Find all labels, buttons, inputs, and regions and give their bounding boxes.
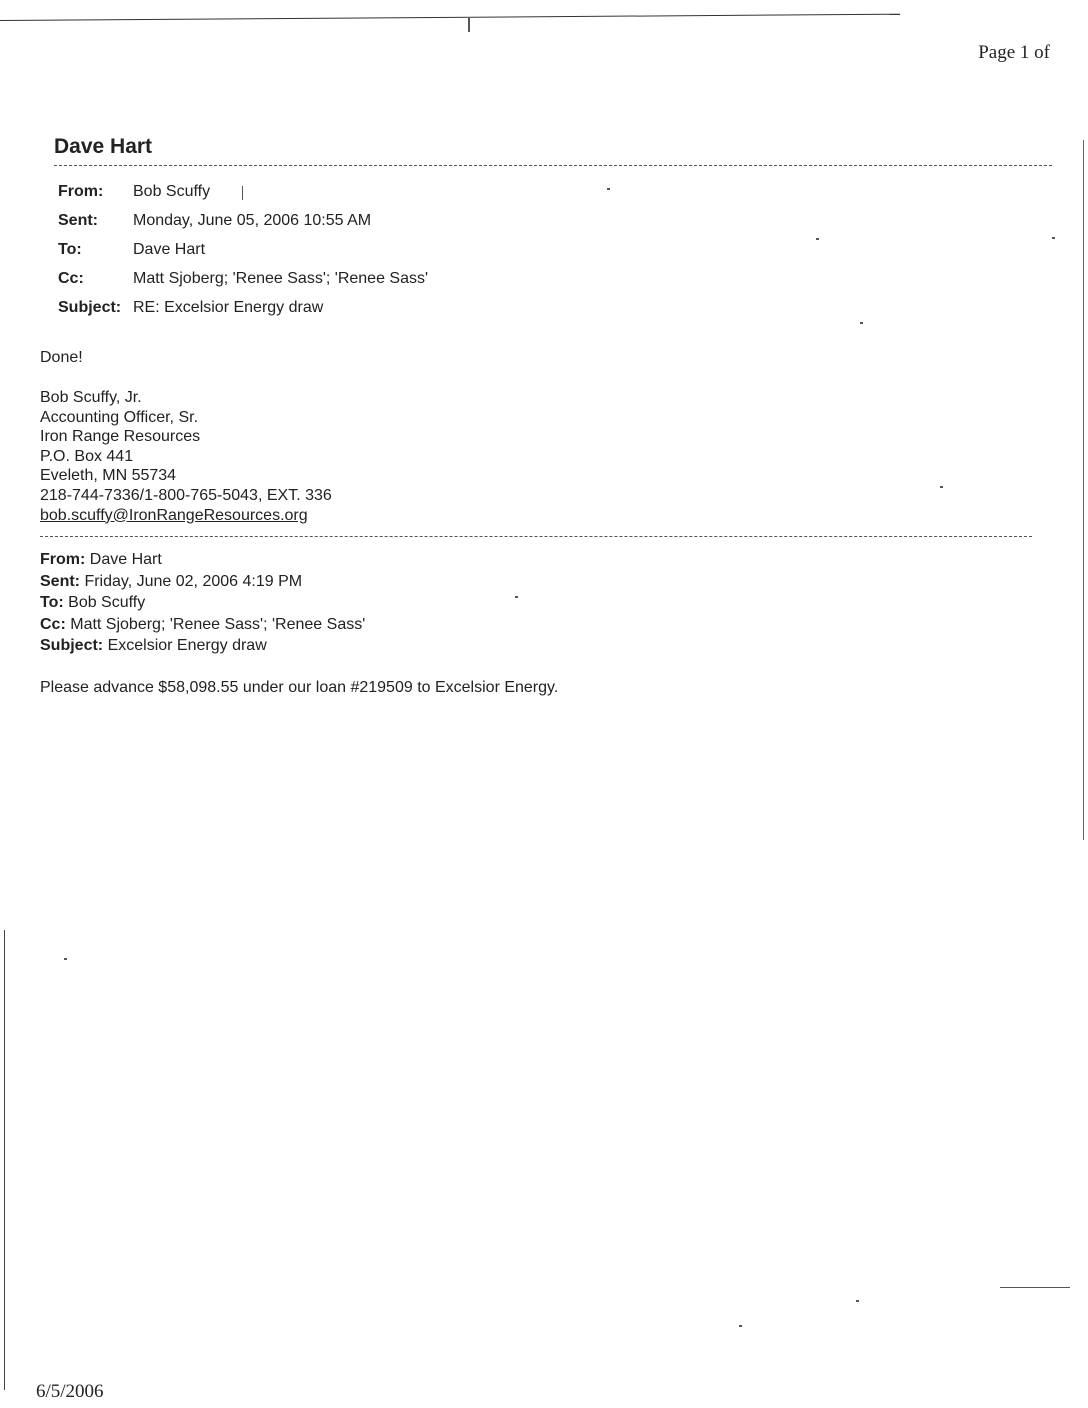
scan-speck xyxy=(242,186,243,200)
quoted-sent-value: Friday, June 02, 2006 4:19 PM xyxy=(84,572,303,590)
reply-to-row xyxy=(58,241,428,270)
right-scan-edge xyxy=(1083,140,1084,840)
reply-to-label: To: xyxy=(58,241,82,258)
left-scan-edge xyxy=(4,930,5,1390)
scan-speck xyxy=(816,238,819,240)
reply-sent-label: Sent: xyxy=(58,212,98,229)
scan-speck xyxy=(515,596,518,598)
scan-speck xyxy=(1052,237,1055,239)
signature-title: Accounting Officer, Sr. xyxy=(40,408,199,426)
quoted-subject-value: Excelsior Energy draw xyxy=(107,637,267,655)
signature-email-link[interactable]: bob.scuffy@IronRangeResources.org xyxy=(40,506,308,524)
scan-speck xyxy=(856,1300,859,1302)
reply-cc-label: Cc: xyxy=(58,270,84,287)
scan-speck xyxy=(940,486,943,488)
reply-cc-row xyxy=(58,270,428,299)
quoted-subject-label: Subject: xyxy=(40,637,104,655)
quoted-cc-value: Matt Sjoberg; 'Renee Sass'; 'Renee Sass' xyxy=(70,615,366,633)
scan-speck xyxy=(607,188,610,190)
quoted-from-label: From: xyxy=(40,551,86,568)
quoted-message-body: Please advance $58,098.55 under our loan #219509 to Excelsior Energy. xyxy=(40,679,559,696)
scan-speck xyxy=(468,18,470,32)
quoted-from-value: Dave Hart xyxy=(89,551,162,568)
scan-speck xyxy=(739,1325,742,1327)
reply-from-row xyxy=(58,183,428,212)
quoted-from-row xyxy=(40,549,365,571)
print-date: 6/5/2006 xyxy=(36,1381,104,1402)
quoted-message-headers xyxy=(40,549,365,657)
quoted-to-row xyxy=(40,592,365,614)
quoted-to-value: Bob Scuffy xyxy=(68,594,146,612)
quoted-cc-row xyxy=(40,614,365,636)
quoted-sent-row xyxy=(40,571,365,593)
quoted-to-label: To: xyxy=(40,594,64,612)
mailbox-owner-name: Dave Hart xyxy=(54,135,153,158)
reply-subject-value: RE: Excelsior Energy draw xyxy=(133,299,324,316)
reply-cc-value: Matt Sjoberg; 'Renee Sass'; 'Renee Sass' xyxy=(133,270,429,287)
reply-subject-row xyxy=(58,299,428,328)
scan-speck xyxy=(1000,1287,1070,1288)
signature-city: Eveleth, MN 55734 xyxy=(40,467,177,485)
reply-header-table xyxy=(58,183,428,328)
reply-from-value: Bob Scuffy xyxy=(133,183,211,200)
reply-to-value: Dave Hart xyxy=(133,241,206,258)
top-border-line xyxy=(0,14,900,21)
quoted-cc-label: Cc: xyxy=(40,615,66,633)
reply-body: Done! xyxy=(40,349,83,366)
header-divider xyxy=(54,165,1052,166)
signature-block xyxy=(40,388,332,525)
reply-sent-row xyxy=(58,212,428,241)
signature-organization: Iron Range Resources xyxy=(40,428,201,446)
quoted-message-divider xyxy=(40,536,1032,537)
reply-subject-label: Subject: xyxy=(58,299,122,316)
reply-from-label: From: xyxy=(58,183,104,200)
quoted-sent-label: Sent: xyxy=(40,572,80,590)
scan-speck xyxy=(64,958,67,960)
reply-sent-value: Monday, June 05, 2006 10:55 AM xyxy=(133,212,372,229)
quoted-subject-row xyxy=(40,635,365,657)
signature-phone: 218-744-7336/1-800-765-5043, EXT. 336 xyxy=(40,486,332,504)
signature-po-box: P.O. Box 441 xyxy=(40,447,134,465)
signature-name: Bob Scuffy, Jr. xyxy=(40,389,142,406)
scan-speck xyxy=(860,322,863,324)
page-number: Page 1 of xyxy=(978,42,1050,63)
